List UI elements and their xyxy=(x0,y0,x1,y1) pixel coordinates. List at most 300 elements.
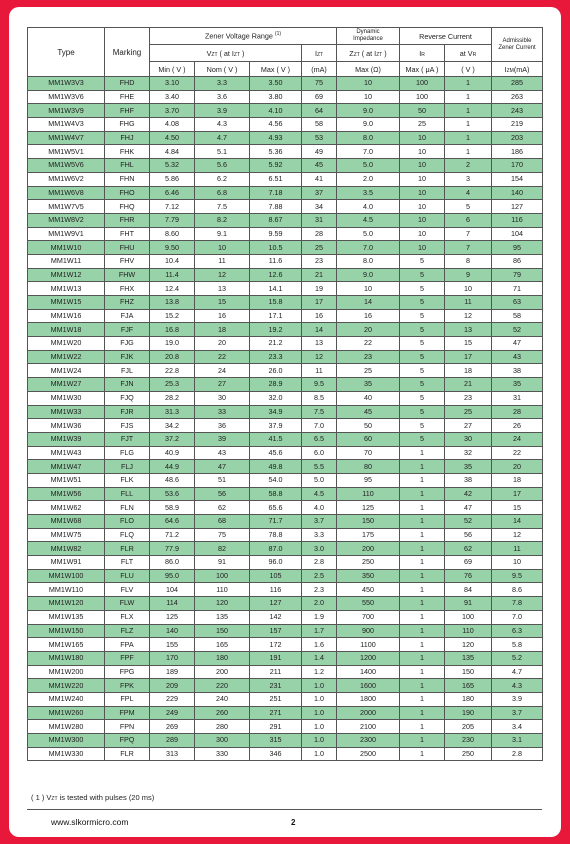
cell-ir: 1 xyxy=(400,665,445,679)
cell-zzt: 50 xyxy=(337,419,400,433)
cell-marking: FLU xyxy=(105,569,150,583)
cell-zzt: 110 xyxy=(337,487,400,501)
cell-ir: 1 xyxy=(400,501,445,515)
cell-vr: 205 xyxy=(445,720,492,734)
cell-ir: 1 xyxy=(400,569,445,583)
cell-vz-min: 40.9 xyxy=(150,446,195,460)
cell-izt: 4.5 xyxy=(302,487,337,501)
cell-zzt: 175 xyxy=(337,528,400,542)
cell-vz-nom: 62 xyxy=(195,501,250,515)
cell-type: MM1W165 xyxy=(28,638,105,652)
cell-type: MM1W180 xyxy=(28,651,105,665)
cell-type: MM1W30 xyxy=(28,391,105,405)
cell-ir: 100 xyxy=(400,77,445,91)
cell-ir: 1 xyxy=(400,734,445,748)
cell-marking: FPG xyxy=(105,665,150,679)
cell-vz-nom: 6.2 xyxy=(195,172,250,186)
cell-vz-min: 229 xyxy=(150,692,195,706)
table-row xyxy=(28,378,543,392)
cell-vr: 62 xyxy=(445,542,492,556)
cell-izm: 86 xyxy=(492,254,543,268)
cell-vz-nom: 33 xyxy=(195,405,250,419)
cell-vr: 1 xyxy=(445,131,492,145)
cell-type: MM1W4V7 xyxy=(28,131,105,145)
table-row xyxy=(28,665,543,679)
cell-vz-max: 172 xyxy=(250,638,302,652)
cell-marking: FHZ xyxy=(105,296,150,310)
cell-izt: 1.9 xyxy=(302,610,337,624)
table-row xyxy=(28,446,543,460)
cell-izt: 3.0 xyxy=(302,542,337,556)
cell-vz-min: 20.8 xyxy=(150,350,195,364)
cell-izm: 18 xyxy=(492,473,543,487)
cell-vr: 52 xyxy=(445,515,492,529)
cell-vz-max: 231 xyxy=(250,679,302,693)
cell-izt: 7.0 xyxy=(302,419,337,433)
spec-table-body xyxy=(28,77,543,761)
header-at-vr: at VR xyxy=(445,45,492,62)
cell-type: MM1W15 xyxy=(28,296,105,310)
cell-vz-nom: 13 xyxy=(195,282,250,296)
cell-marking: FJL xyxy=(105,364,150,378)
cell-vz-min: 9.50 xyxy=(150,241,195,255)
cell-izt: 64 xyxy=(302,104,337,118)
cell-izt: 3.3 xyxy=(302,528,337,542)
cell-izm: 20 xyxy=(492,460,543,474)
cell-vz-nom: 75 xyxy=(195,528,250,542)
cell-vz-nom: 300 xyxy=(195,734,250,748)
cell-marking: FLR xyxy=(105,542,150,556)
cell-marking: FHG xyxy=(105,118,150,132)
cell-type: MM1W9V1 xyxy=(28,227,105,241)
unit-max: Max ( V ) xyxy=(250,62,302,77)
cell-vz-nom: 10 xyxy=(195,241,250,255)
cell-vz-max: 15.8 xyxy=(250,296,302,310)
cell-vz-max: 3.80 xyxy=(250,90,302,104)
cell-izt: 2.3 xyxy=(302,583,337,597)
cell-izt: 16 xyxy=(302,309,337,323)
cell-marking: FPM xyxy=(105,706,150,720)
cell-zzt: 7.0 xyxy=(337,145,400,159)
cell-vz-nom: 20 xyxy=(195,337,250,351)
cell-vz-nom: 200 xyxy=(195,665,250,679)
cell-zzt: 23 xyxy=(337,350,400,364)
cell-vz-nom: 5.1 xyxy=(195,145,250,159)
cell-type: MM1W10 xyxy=(28,241,105,255)
cell-vz-min: 95.0 xyxy=(150,569,195,583)
cell-marking: FHL xyxy=(105,159,150,173)
cell-izt: 21 xyxy=(302,268,337,282)
cell-ir: 10 xyxy=(400,227,445,241)
cell-vr: 180 xyxy=(445,692,492,706)
cell-izm: 17 xyxy=(492,487,543,501)
cell-izt: 34 xyxy=(302,200,337,214)
cell-zzt: 95 xyxy=(337,473,400,487)
cell-ir: 1 xyxy=(400,610,445,624)
cell-vz-nom: 82 xyxy=(195,542,250,556)
table-row xyxy=(28,747,543,761)
cell-marking: FLG xyxy=(105,446,150,460)
cell-vz-max: 11.6 xyxy=(250,254,302,268)
cell-izm: 285 xyxy=(492,77,543,91)
cell-ir: 10 xyxy=(400,145,445,159)
cell-vr: 38 xyxy=(445,473,492,487)
cell-vr: 2 xyxy=(445,159,492,173)
cell-vz-max: 346 xyxy=(250,747,302,761)
cell-vz-max: 87.0 xyxy=(250,542,302,556)
cell-izt: 69 xyxy=(302,90,337,104)
cell-type: MM1W5V1 xyxy=(28,145,105,159)
cell-izt: 25 xyxy=(302,241,337,255)
cell-vz-max: 19.2 xyxy=(250,323,302,337)
cell-marking: FHT xyxy=(105,227,150,241)
cell-vz-max: 271 xyxy=(250,706,302,720)
cell-type: MM1W120 xyxy=(28,597,105,611)
cell-vz-nom: 220 xyxy=(195,679,250,693)
table-row xyxy=(28,597,543,611)
table-row xyxy=(28,473,543,487)
cell-izt: 2.0 xyxy=(302,597,337,611)
cell-type: MM1W62 xyxy=(28,501,105,515)
cell-vz-min: 58.9 xyxy=(150,501,195,515)
cell-vr: 5 xyxy=(445,200,492,214)
cell-vz-min: 104 xyxy=(150,583,195,597)
cell-type: MM1W3V9 xyxy=(28,104,105,118)
cell-izm: 219 xyxy=(492,118,543,132)
cell-vz-min: 125 xyxy=(150,610,195,624)
cell-type: MM1W200 xyxy=(28,665,105,679)
cell-vz-max: 54.0 xyxy=(250,473,302,487)
cell-izt: 5.5 xyxy=(302,460,337,474)
cell-type: MM1W39 xyxy=(28,432,105,446)
cell-type: MM1W8V2 xyxy=(28,213,105,227)
footer-website[interactable]: www.slkormicro.com xyxy=(51,817,129,827)
cell-vz-min: 13.8 xyxy=(150,296,195,310)
cell-vz-max: 23.3 xyxy=(250,350,302,364)
cell-vz-max: 116 xyxy=(250,583,302,597)
cell-vr: 11 xyxy=(445,296,492,310)
cell-marking: FPQ xyxy=(105,734,150,748)
cell-type: MM1W3V6 xyxy=(28,90,105,104)
cell-vr: 4 xyxy=(445,186,492,200)
cell-vz-nom: 91 xyxy=(195,556,250,570)
cell-marking: FLQ xyxy=(105,528,150,542)
cell-vz-nom: 3.9 xyxy=(195,104,250,118)
cell-vr: 84 xyxy=(445,583,492,597)
cell-izt: 11 xyxy=(302,364,337,378)
header-marking: Marking xyxy=(105,28,150,77)
cell-ir: 5 xyxy=(400,296,445,310)
cell-type: MM1W150 xyxy=(28,624,105,638)
cell-vz-min: 19.0 xyxy=(150,337,195,351)
cell-vz-nom: 11 xyxy=(195,254,250,268)
cell-izm: 2.8 xyxy=(492,747,543,761)
cell-zzt: 1100 xyxy=(337,638,400,652)
cell-vr: 10 xyxy=(445,282,492,296)
cell-ir: 10 xyxy=(400,200,445,214)
cell-vz-max: 191 xyxy=(250,651,302,665)
cell-vz-nom: 4.3 xyxy=(195,118,250,132)
cell-vz-min: 3.10 xyxy=(150,77,195,91)
cell-izt: 13 xyxy=(302,337,337,351)
table-row xyxy=(28,364,543,378)
cell-vz-min: 189 xyxy=(150,665,195,679)
table-row xyxy=(28,77,543,91)
cell-type: MM1W16 xyxy=(28,309,105,323)
cell-izt: 1.0 xyxy=(302,720,337,734)
table-row xyxy=(28,583,543,597)
cell-vz-max: 37.9 xyxy=(250,419,302,433)
cell-izm: 58 xyxy=(492,309,543,323)
table-row xyxy=(28,432,543,446)
cell-ir: 5 xyxy=(400,364,445,378)
cell-ir: 1 xyxy=(400,515,445,529)
cell-marking: FPL xyxy=(105,692,150,706)
cell-zzt: 1800 xyxy=(337,692,400,706)
cell-type: MM1W20 xyxy=(28,337,105,351)
cell-vz-max: 291 xyxy=(250,720,302,734)
cell-vz-nom: 30 xyxy=(195,391,250,405)
cell-izt: 5.0 xyxy=(302,473,337,487)
cell-ir: 5 xyxy=(400,391,445,405)
cell-izm: 203 xyxy=(492,131,543,145)
cell-izt: 1.0 xyxy=(302,679,337,693)
cell-vz-nom: 3.3 xyxy=(195,77,250,91)
cell-zzt: 9.0 xyxy=(337,118,400,132)
cell-ir: 25 xyxy=(400,118,445,132)
cell-zzt: 40 xyxy=(337,391,400,405)
cell-marking: FLZ xyxy=(105,624,150,638)
table-row xyxy=(28,227,543,241)
unit-ir: Max ( μA ) xyxy=(400,62,445,77)
cell-vz-min: 15.2 xyxy=(150,309,195,323)
cell-ir: 5 xyxy=(400,268,445,282)
cell-zzt: 1600 xyxy=(337,679,400,693)
cell-izm: 140 xyxy=(492,186,543,200)
cell-marking: FLX xyxy=(105,610,150,624)
cell-vz-max: 3.50 xyxy=(250,77,302,91)
cell-zzt: 2100 xyxy=(337,720,400,734)
cell-vz-min: 5.86 xyxy=(150,172,195,186)
cell-izm: 7.8 xyxy=(492,597,543,611)
cell-vz-max: 34.9 xyxy=(250,405,302,419)
cell-marking: FLW xyxy=(105,597,150,611)
cell-marking: FHO xyxy=(105,186,150,200)
cell-vr: 7 xyxy=(445,241,492,255)
cell-izt: 75 xyxy=(302,77,337,91)
cell-vz-nom: 3.6 xyxy=(195,90,250,104)
cell-zzt: 9.0 xyxy=(337,268,400,282)
cell-vz-nom: 280 xyxy=(195,720,250,734)
cell-zzt: 16 xyxy=(337,309,400,323)
cell-ir: 1 xyxy=(400,528,445,542)
table-row xyxy=(28,90,543,104)
cell-izm: 15 xyxy=(492,501,543,515)
cell-vr: 120 xyxy=(445,638,492,652)
cell-izm: 127 xyxy=(492,200,543,214)
cell-izm: 52 xyxy=(492,323,543,337)
cell-vz-max: 32.0 xyxy=(250,391,302,405)
cell-vz-nom: 51 xyxy=(195,473,250,487)
cell-marking: FHX xyxy=(105,282,150,296)
table-row xyxy=(28,542,543,556)
cell-vr: 91 xyxy=(445,597,492,611)
cell-type: MM1W280 xyxy=(28,720,105,734)
cell-izt: 14 xyxy=(302,323,337,337)
cell-type: MM1W22 xyxy=(28,350,105,364)
cell-zzt: 550 xyxy=(337,597,400,611)
cell-type: MM1W4V3 xyxy=(28,118,105,132)
cell-ir: 1 xyxy=(400,597,445,611)
table-row xyxy=(28,296,543,310)
cell-zzt: 2300 xyxy=(337,734,400,748)
header-izt: IZT xyxy=(302,45,337,62)
cell-vz-nom: 22 xyxy=(195,350,250,364)
cell-vz-nom: 100 xyxy=(195,569,250,583)
cell-vz-max: 127 xyxy=(250,597,302,611)
cell-izt: 3.7 xyxy=(302,515,337,529)
table-row xyxy=(28,487,543,501)
cell-marking: FHQ xyxy=(105,200,150,214)
cell-izt: 1.0 xyxy=(302,706,337,720)
cell-vz-max: 7.18 xyxy=(250,186,302,200)
cell-vz-min: 3.70 xyxy=(150,104,195,118)
cell-type: MM1W5V6 xyxy=(28,159,105,173)
cell-vz-max: 4.56 xyxy=(250,118,302,132)
cell-izt: 4.0 xyxy=(302,501,337,515)
cell-vz-max: 9.59 xyxy=(250,227,302,241)
cell-vz-nom: 5.6 xyxy=(195,159,250,173)
cell-zzt: 5.0 xyxy=(337,227,400,241)
cell-vz-max: 5.92 xyxy=(250,159,302,173)
cell-vz-nom: 18 xyxy=(195,323,250,337)
cell-vz-nom: 180 xyxy=(195,651,250,665)
cell-zzt: 450 xyxy=(337,583,400,597)
cell-zzt: 25 xyxy=(337,364,400,378)
cell-vr: 30 xyxy=(445,432,492,446)
cell-vz-nom: 135 xyxy=(195,610,250,624)
table-row xyxy=(28,624,543,638)
cell-vz-max: 28.9 xyxy=(250,378,302,392)
table-row xyxy=(28,460,543,474)
table-row xyxy=(28,610,543,624)
cell-vr: 69 xyxy=(445,556,492,570)
cell-vz-min: 155 xyxy=(150,638,195,652)
cell-vr: 1 xyxy=(445,90,492,104)
cell-marking: FHD xyxy=(105,77,150,91)
cell-marking: FLO xyxy=(105,515,150,529)
header-ir: IR xyxy=(400,45,445,62)
cell-izt: 6.0 xyxy=(302,446,337,460)
cell-ir: 1 xyxy=(400,542,445,556)
cell-vr: 9 xyxy=(445,268,492,282)
cell-vz-max: 26.0 xyxy=(250,364,302,378)
unit-izt: (mA) xyxy=(302,62,337,77)
cell-zzt: 8.0 xyxy=(337,254,400,268)
cell-vr: 6 xyxy=(445,213,492,227)
cell-izm: 154 xyxy=(492,172,543,186)
cell-ir: 10 xyxy=(400,131,445,145)
table-row xyxy=(28,515,543,529)
unit-izm: IZM(mA) xyxy=(492,62,543,77)
cell-type: MM1W24 xyxy=(28,364,105,378)
cell-izm: 5.8 xyxy=(492,638,543,652)
cell-type: MM1W220 xyxy=(28,679,105,693)
cell-vr: 13 xyxy=(445,323,492,337)
cell-ir: 10 xyxy=(400,241,445,255)
datasheet-page xyxy=(9,7,561,837)
cell-vz-nom: 16 xyxy=(195,309,250,323)
cell-vr: 32 xyxy=(445,446,492,460)
cell-zzt: 900 xyxy=(337,624,400,638)
cell-vz-max: 14.1 xyxy=(250,282,302,296)
cell-izm: 5.2 xyxy=(492,651,543,665)
cell-vz-min: 48.6 xyxy=(150,473,195,487)
cell-izt: 2.8 xyxy=(302,556,337,570)
cell-zzt: 1200 xyxy=(337,651,400,665)
cell-type: MM1W6V2 xyxy=(28,172,105,186)
cell-zzt: 22 xyxy=(337,337,400,351)
cell-vr: 135 xyxy=(445,651,492,665)
cell-izm: 71 xyxy=(492,282,543,296)
cell-vz-nom: 43 xyxy=(195,446,250,460)
cell-izt: 1.0 xyxy=(302,692,337,706)
cell-izm: 8.6 xyxy=(492,583,543,597)
cell-izm: 243 xyxy=(492,104,543,118)
cell-vz-max: 5.36 xyxy=(250,145,302,159)
cell-ir: 5 xyxy=(400,350,445,364)
cell-vz-min: 86.0 xyxy=(150,556,195,570)
cell-marking: FHR xyxy=(105,213,150,227)
cell-vz-min: 8.60 xyxy=(150,227,195,241)
cell-izt: 28 xyxy=(302,227,337,241)
table-row xyxy=(28,734,543,748)
cell-zzt: 9.0 xyxy=(337,104,400,118)
cell-vz-max: 10.5 xyxy=(250,241,302,255)
table-row xyxy=(28,213,543,227)
cell-vz-nom: 8.2 xyxy=(195,213,250,227)
zener-spec-table xyxy=(27,27,543,761)
header-reverse-current: Reverse Current xyxy=(400,28,492,45)
cell-vz-nom: 260 xyxy=(195,706,250,720)
cell-zzt: 5.0 xyxy=(337,159,400,173)
cell-zzt: 7.0 xyxy=(337,241,400,255)
cell-izm: 47 xyxy=(492,337,543,351)
cell-ir: 1 xyxy=(400,446,445,460)
cell-vr: 17 xyxy=(445,350,492,364)
cell-vz-min: 44.9 xyxy=(150,460,195,474)
cell-vr: 18 xyxy=(445,364,492,378)
cell-vz-max: 157 xyxy=(250,624,302,638)
cell-vz-min: 313 xyxy=(150,747,195,761)
cell-vz-min: 7.12 xyxy=(150,200,195,214)
cell-vz-nom: 56 xyxy=(195,487,250,501)
cell-vz-max: 6.51 xyxy=(250,172,302,186)
header-vzt: VZT ( at IZT ) xyxy=(150,45,302,62)
cell-ir: 10 xyxy=(400,213,445,227)
cell-izm: 22 xyxy=(492,446,543,460)
cell-vz-min: 12.4 xyxy=(150,282,195,296)
cell-vz-max: 7.88 xyxy=(250,200,302,214)
cell-marking: FJG xyxy=(105,337,150,351)
cell-vz-nom: 27 xyxy=(195,378,250,392)
header-zzt: ZZT ( at IZT ) xyxy=(337,45,400,62)
cell-vz-max: 96.0 xyxy=(250,556,302,570)
cell-ir: 5 xyxy=(400,282,445,296)
cell-izt: 8.5 xyxy=(302,391,337,405)
cell-izm: 35 xyxy=(492,378,543,392)
cell-vr: 110 xyxy=(445,624,492,638)
